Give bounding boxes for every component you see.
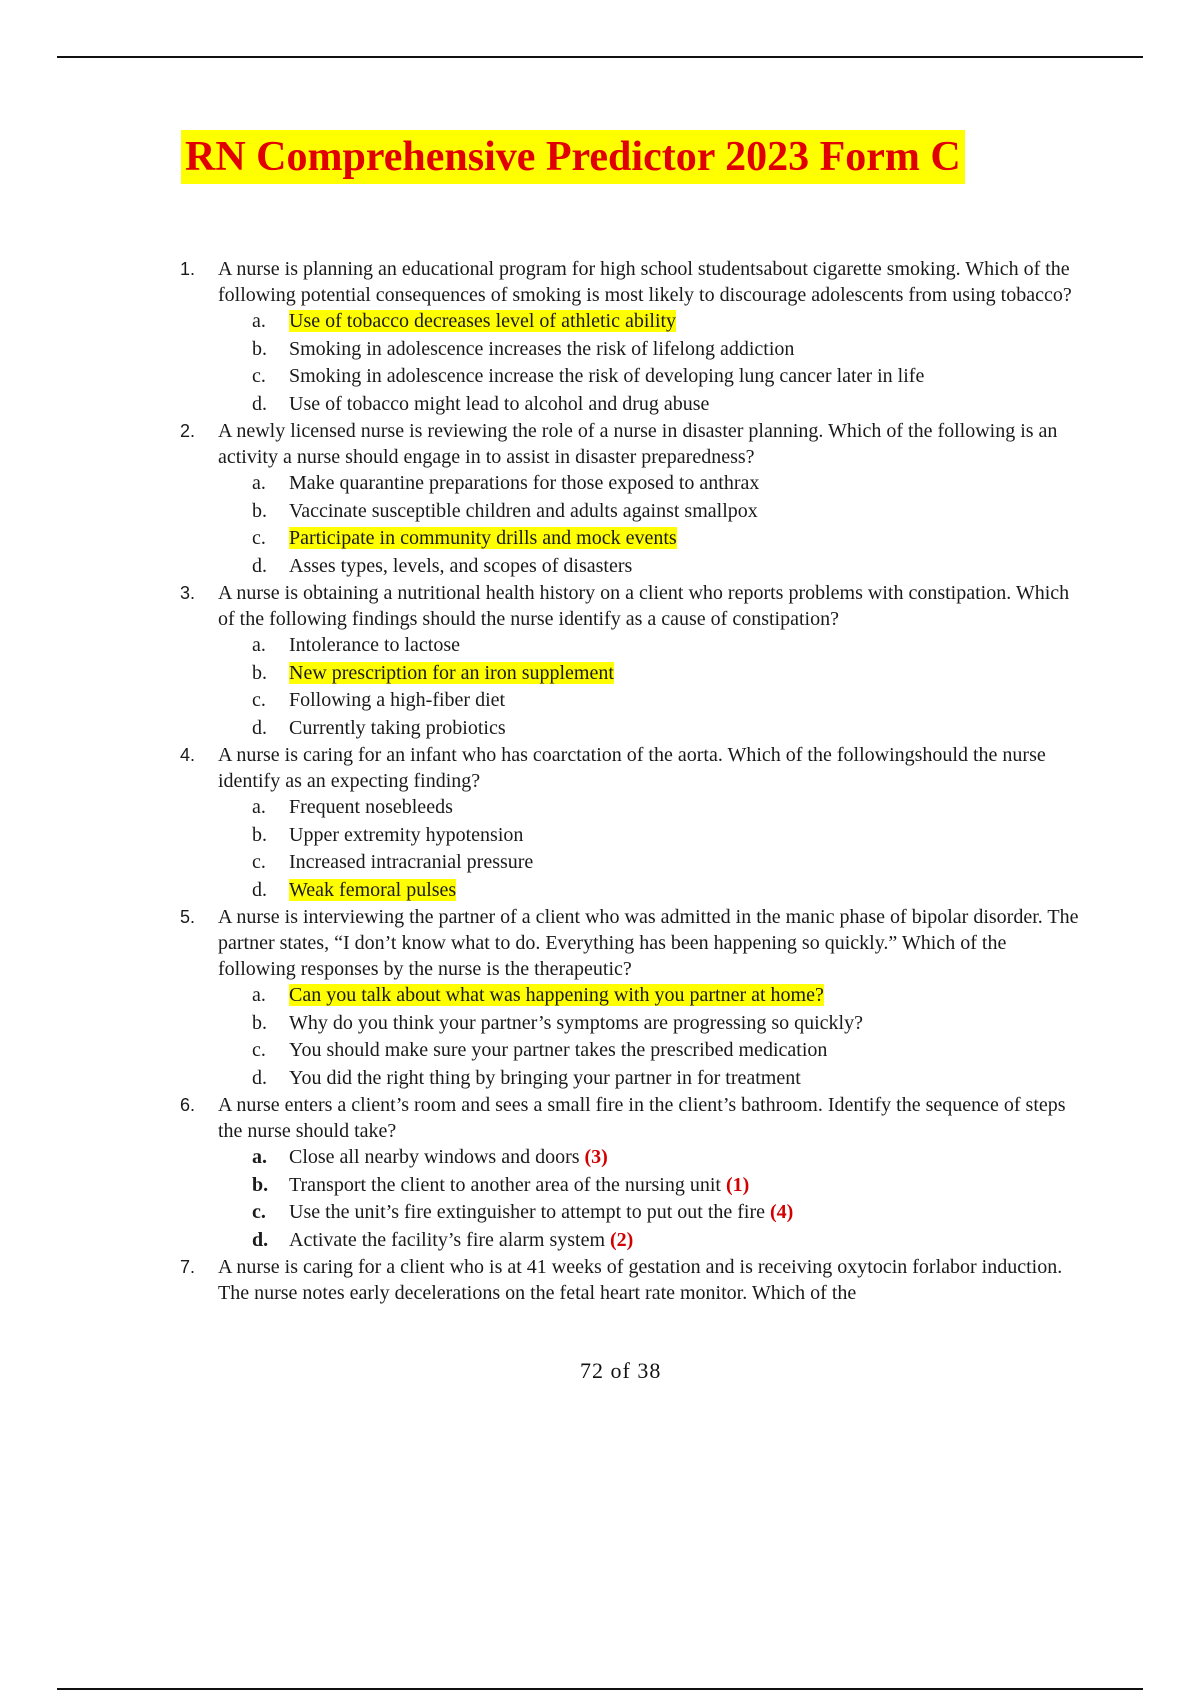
question-number: 4.: [180, 745, 196, 765]
option-label: b.: [252, 661, 267, 684]
option-label: c.: [252, 851, 266, 873]
question-number: 2.: [180, 421, 196, 441]
option-label: d.: [252, 1066, 267, 1089]
option-text: Make quarantine preparations for those exposed to anthrax: [289, 472, 760, 494]
highlighted-answer: Participate in community drills and mock events: [289, 527, 677, 549]
option-label: b.: [252, 337, 267, 360]
option-a: [252, 1144, 1080, 1172]
option-a: [252, 794, 1080, 822]
option-text: Transport the client to another area of the nursing unit: [289, 1173, 721, 1196]
question-text: A nurse is obtaining a nutritional health history on a client who reports problems with constipation. Which of the following findings should the nurse identify as a cause of constipation?: [218, 582, 1070, 630]
sequence-number: (2): [610, 1228, 634, 1251]
option-a: [252, 982, 1080, 1010]
highlighted-answer: New prescription for an iron supplement: [289, 661, 614, 684]
highlighted-answer: Use of tobacco decreases level of athletic ability: [289, 310, 677, 332]
option-d: [252, 391, 1080, 419]
option-label: c.: [252, 365, 266, 387]
question-text: A nurse is caring for an infant who has coarctation of the aorta. Which of the followingshould the nurse identify as an expecting finding?: [218, 744, 1046, 792]
option-d: [252, 1065, 1080, 1093]
option-b: [252, 660, 1080, 688]
option-label: d.: [252, 716, 267, 739]
option-d: [252, 553, 1080, 581]
question-number: 1.: [180, 259, 196, 279]
option-label: d.: [252, 392, 267, 415]
option-d: [252, 715, 1080, 743]
question-text: A newly licensed nurse is reviewing the role of a nurse in disaster planning. Which of the following is an activity a nurse should engage in to assist in disaster preparedness?: [218, 420, 1058, 468]
footer-rule: [57, 1688, 1143, 1690]
option-label: c.: [252, 1201, 266, 1223]
highlighted-answer: Can you talk about what was happening with you partner at home?: [289, 984, 824, 1006]
question-text: A nurse is caring for a client who is at 41 weeks of gestation and is receiving oxytocin forlabor induction. The nurse notes early decelerations on the fetal heart rate monitor. Which of the: [218, 1256, 1063, 1304]
option-text: You should make sure your partner takes the prescribed medication: [289, 1039, 828, 1061]
option-label: a.: [252, 634, 266, 656]
option-b: [252, 1010, 1080, 1038]
option-text: Why do you think your partner’s symptoms are progressing so quickly?: [289, 1011, 863, 1034]
option-text: Asses types, levels, and scopes of disasters: [289, 554, 633, 577]
question-text: A nurse enters a client’s room and sees a small fire in the client’s bathroom. Identify the sequence of steps the nurse should take?: [218, 1094, 1066, 1142]
option-text: Smoking in adolescence increases the risk of lifelong addiction: [289, 337, 795, 360]
option-c: [252, 525, 1080, 553]
option-label: b.: [252, 1011, 267, 1034]
document-title: RN Comprehensive Predictor 2023 Form C: [181, 130, 965, 184]
option-label: c.: [252, 527, 266, 549]
option-label: a.: [252, 310, 266, 332]
option-b: [252, 1172, 1080, 1200]
option-a: [252, 470, 1080, 498]
sequence-number: (4): [770, 1201, 794, 1223]
option-b: [252, 336, 1080, 364]
option-text: Intolerance to lactose: [289, 634, 461, 656]
option-c: [252, 1199, 1080, 1227]
option-d: [252, 877, 1080, 905]
option-c: [252, 1037, 1080, 1065]
option-d: [252, 1227, 1080, 1255]
highlighted-answer: Weak femoral pulses: [289, 878, 457, 901]
option-text: Upper extremity hypotension: [289, 823, 524, 846]
option-label: b.: [252, 499, 267, 522]
option-text: Use of tobacco might lead to alcohol and drug abuse: [289, 392, 710, 415]
option-text: Close all nearby windows and doors: [289, 1146, 580, 1168]
option-b: [252, 498, 1080, 526]
option-text: Activate the facility’s fire alarm system: [289, 1228, 605, 1251]
question-3: [180, 580, 1080, 742]
option-text: Smoking in adolescence increase the risk of developing lung cancer later in life: [289, 365, 925, 387]
option-label: d.: [252, 878, 267, 901]
option-label: c.: [252, 1039, 266, 1061]
question-7: [180, 1254, 1080, 1306]
option-text: Use the unit’s fire extinguisher to attempt to put out the fire: [289, 1201, 766, 1223]
question-6: [180, 1092, 1080, 1254]
option-c: [252, 363, 1080, 391]
option-a: [252, 308, 1080, 336]
option-label: a.: [252, 472, 266, 494]
page-number: 72 of 38: [580, 1358, 662, 1383]
option-label: a.: [252, 796, 266, 818]
option-text: Frequent nosebleeds: [289, 796, 453, 818]
option-label: b.: [252, 1173, 269, 1196]
question-4: [180, 742, 1080, 904]
option-label: c.: [252, 689, 266, 711]
question-1: [180, 256, 1080, 418]
option-b: [252, 822, 1080, 850]
question-number: 7.: [180, 1257, 196, 1277]
question-number: 5.: [180, 907, 196, 927]
option-c: [252, 687, 1080, 715]
option-a: [252, 632, 1080, 660]
option-label: b.: [252, 823, 267, 846]
question-5: [180, 904, 1080, 1092]
sequence-number: (3): [584, 1146, 608, 1168]
option-text: Currently taking probiotics: [289, 716, 506, 739]
question-text: A nurse is interviewing the partner of a client who was admitted in the manic phase of bipolar disorder. The partner states, “I don’t know what to do. Everything has been happening so quickly.” Which of the following responses by the nurse is the therapeutic?: [218, 906, 1079, 980]
header-rule: [57, 56, 1143, 58]
option-text: Increased intracranial pressure: [289, 851, 534, 873]
option-text: You did the right thing by bringing your partner in for treatment: [289, 1066, 801, 1089]
question-list: [180, 256, 1080, 1306]
option-c: [252, 849, 1080, 877]
option-text: Vaccinate susceptible children and adults against smallpox: [289, 499, 758, 522]
option-label: a.: [252, 1146, 267, 1168]
question-number: 6.: [180, 1095, 196, 1115]
question-2: [180, 418, 1080, 580]
option-label: d.: [252, 554, 267, 577]
question-number: 3.: [180, 583, 196, 603]
option-label: d.: [252, 1228, 269, 1251]
sequence-number: (1): [725, 1173, 750, 1196]
question-text: A nurse is planning an educational program for high school studentsabout cigarette smoking. Which of the following potential consequences of smoking is most likely to discourage adolescents from using tobacco?: [218, 258, 1072, 306]
option-label: a.: [252, 984, 266, 1006]
option-text: Following a high-fiber diet: [289, 689, 506, 711]
